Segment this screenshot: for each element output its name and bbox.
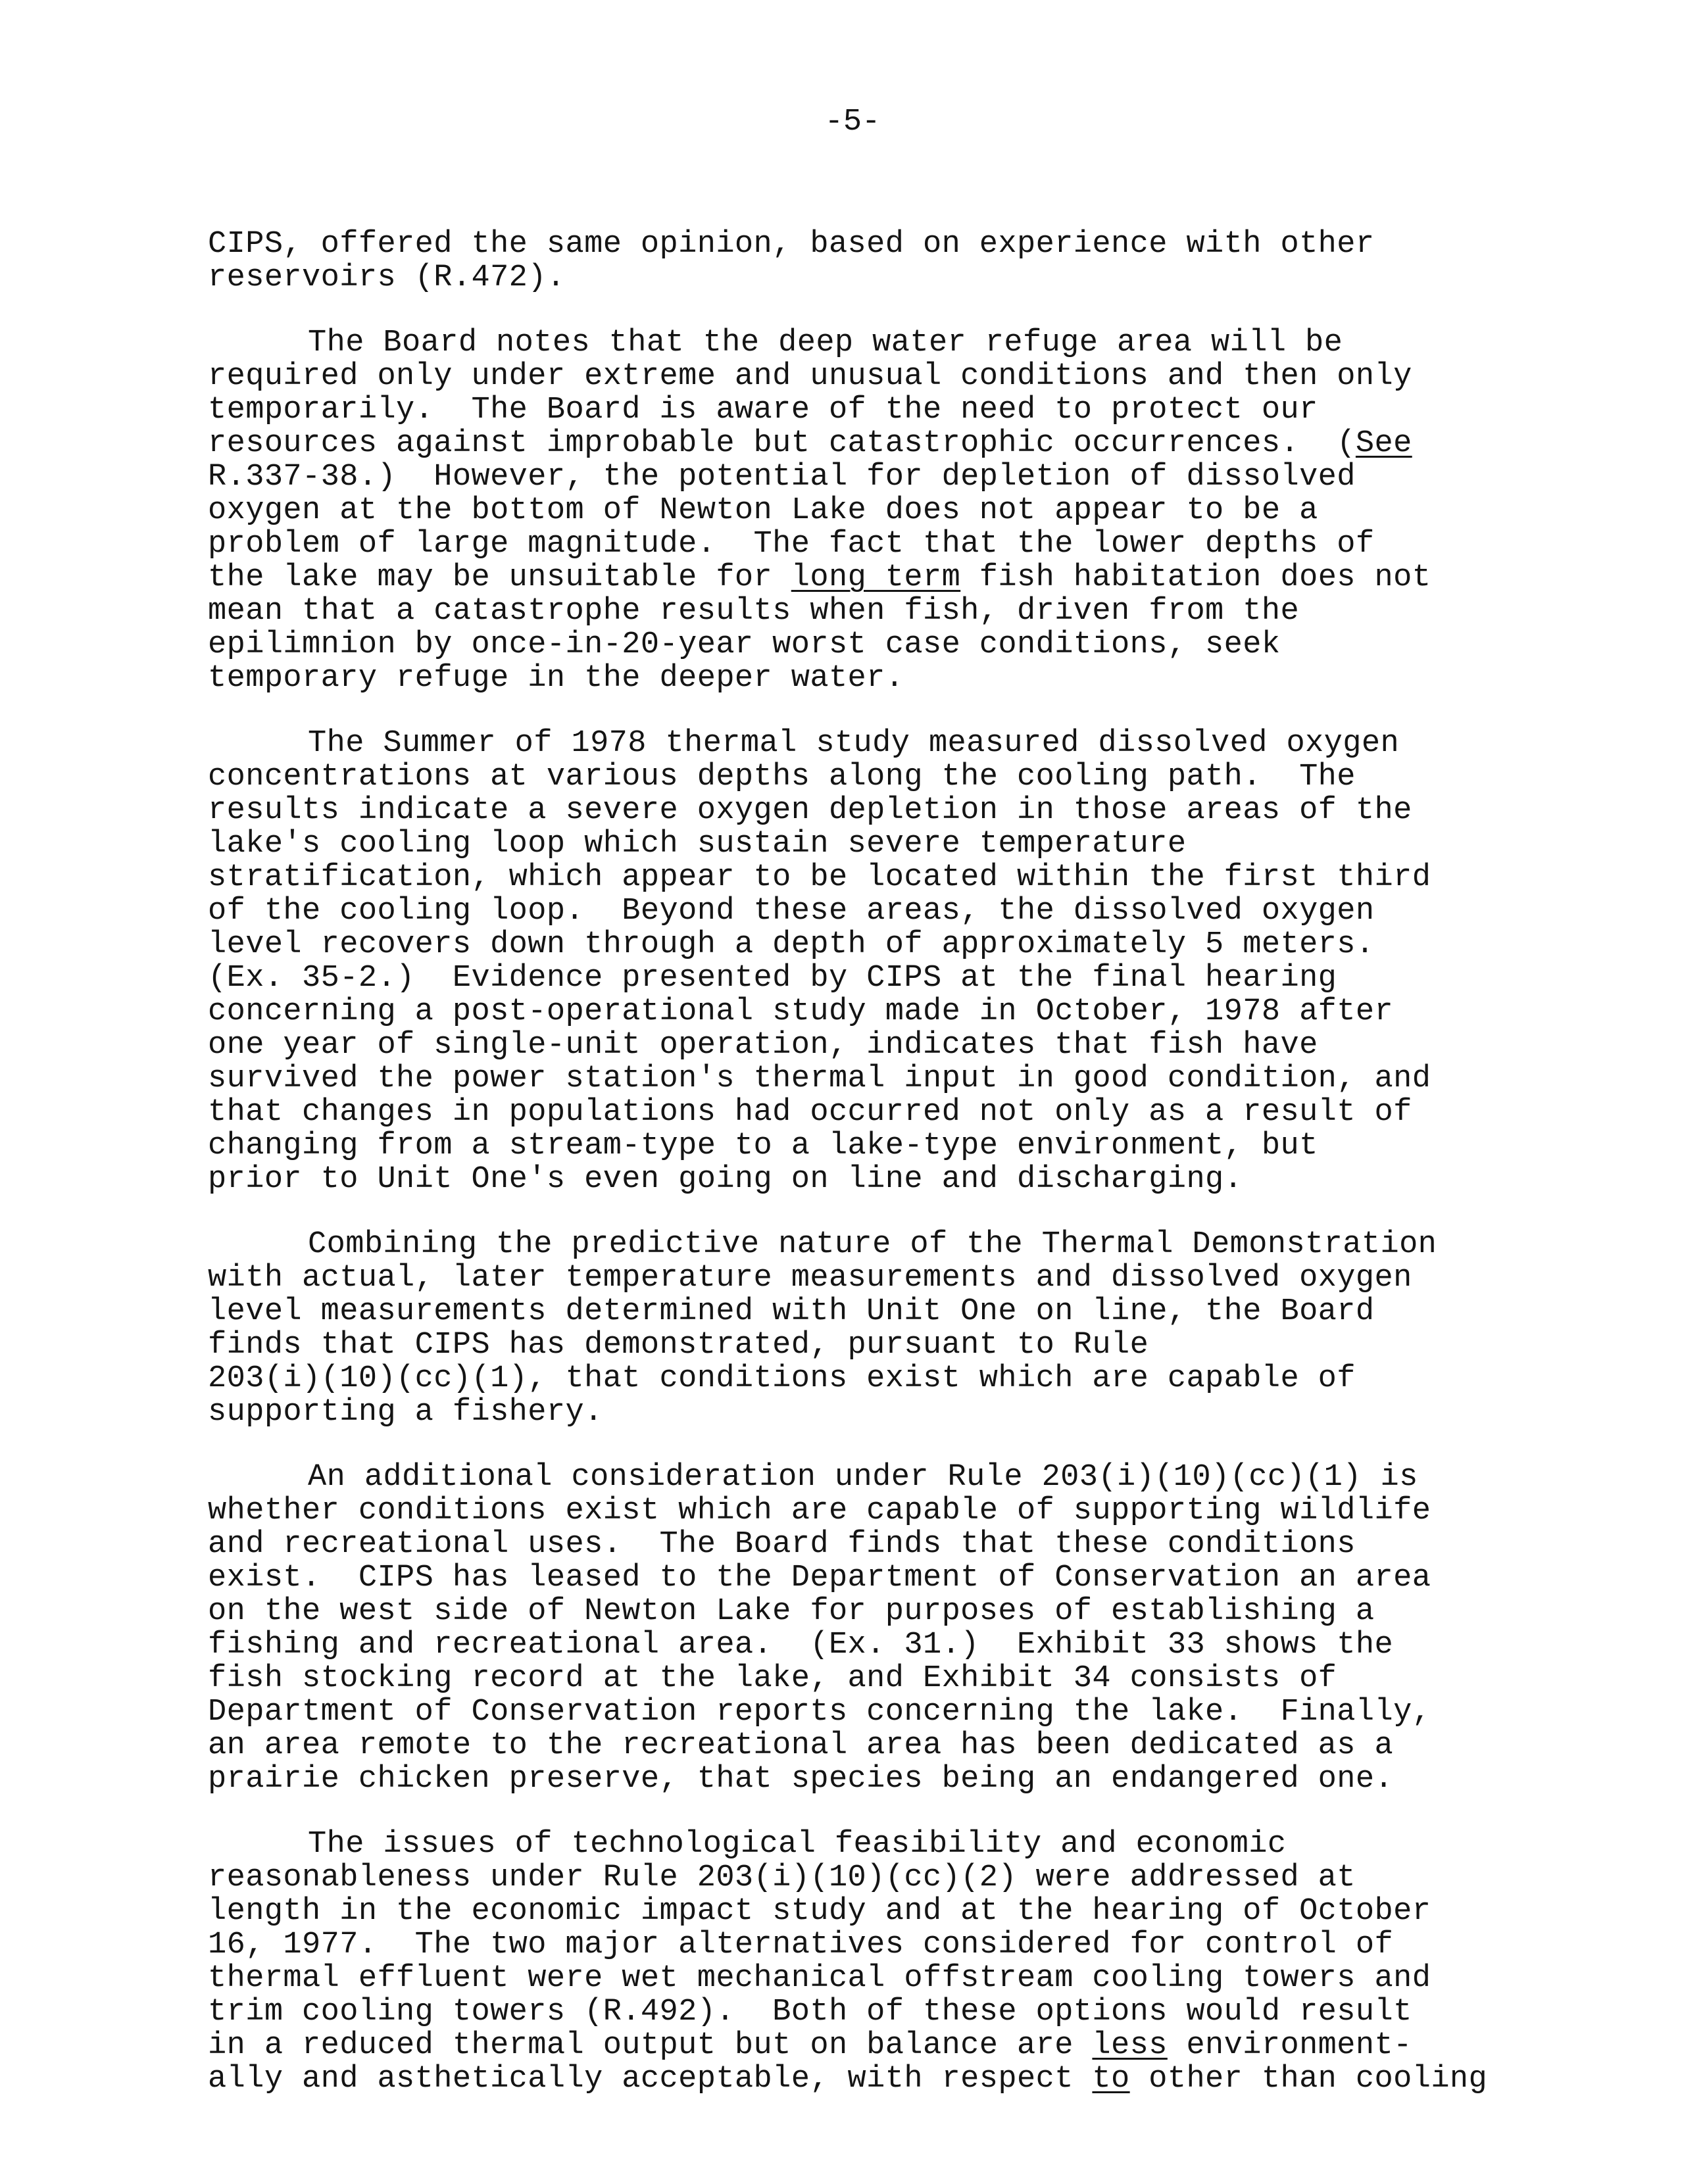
text-line [208,561,1589,595]
text-line [208,460,1589,494]
paragraph [208,1461,1589,1796]
text-run: concerning a post-operational study made in October, 1978 after [208,994,1394,1029]
text-line [208,261,1589,295]
text-run: resources against improbable but catastrophic occurrences. ( [208,426,1356,461]
text-run: with actual, later temperature measurements and dissolved oxygen [208,1261,1412,1296]
text-run: environment- [1167,2028,1412,2063]
text-line [208,1228,1589,1261]
text-line [208,662,1589,695]
text-line [208,727,1589,760]
text-run: length in the economic impact study and at the hearing of October [208,1894,1431,1929]
text-run: The Summer of 1978 thermal study measured dissolved oxygen [308,726,1400,761]
text-run: Combining the predictive nature of the Thermal Demonstration [308,1227,1437,1262]
text-line [208,861,1589,894]
text-line [208,494,1589,527]
text-line [208,595,1589,628]
text-line [208,326,1589,360]
text-run: supporting a fishery. [208,1395,603,1430]
text-line [208,628,1589,662]
text-run: an area remote to the recreational area has been dedicated as a [208,1728,1394,1763]
underlined-text: See [1355,426,1412,461]
text-run: changing from a stream-type to a lake-type environment, but [208,1128,1318,1163]
text-line [208,1494,1589,1528]
text-line [208,961,1589,995]
text-line [208,1163,1589,1196]
text-line [208,928,1589,961]
text-line [208,427,1589,460]
text-run: The issues of technological feasibility and economic [308,1827,1287,1862]
text-run: concentrations at various depths along the cooling path. The [208,760,1356,794]
text-line [208,1261,1589,1295]
underlined-text: to [1092,2062,1130,2097]
text-run: reservoirs (R.472). [208,260,566,295]
text-run: fish stocking record at the lake, and Exhibit 34 consists of [208,1661,1337,1696]
text-line [208,393,1589,427]
text-run: on the west side of Newton Lake for purposes of establishing a [208,1594,1375,1629]
text-run: other than cooling [1129,2062,1488,2097]
text-run: R.337-38.) However, the potential for depletion of dissolved [208,460,1356,495]
text-run: Department of Conservation reports concerning the lake. Finally, [208,1695,1431,1730]
text-line [208,1295,1589,1328]
text-run: reasonableness under Rule 203(i)(10)(cc)(2) were addressed at [208,1860,1356,1895]
text-run: lake's cooling loop which sustain severe temperature [208,827,1187,861]
text-run: oxygen at the bottom of Newton Lake does not appear to be a [208,493,1318,528]
text-run: 203(i)(10)(cc)(1), that conditions exist which are capable of [208,1361,1356,1396]
text-line [208,760,1589,794]
text-run: level measurements determined with Unit One on line, the Board [208,1294,1375,1329]
text-run: fish habitation does not [960,560,1431,595]
text-line [208,1928,1589,1962]
text-line [208,1062,1589,1096]
paragraph [208,228,1589,295]
underlined-text: less [1092,2028,1168,2063]
text-run: whether conditions exist which are capable of supporting wildlife [208,1493,1431,1528]
paragraph [208,1828,1589,2096]
body-text [208,228,1589,2127]
text-run: exist. CIPS has leased to the Department of Conservation an area [208,1561,1431,1595]
text-line [208,995,1589,1029]
text-line [208,1895,1589,1928]
text-run: thermal effluent were wet mechanical offstream cooling towers and [208,1961,1431,1996]
text-run: temporarily. The Board is aware of the need to protect our [208,393,1318,427]
text-line [208,1962,1589,1995]
text-line [208,1096,1589,1129]
text-line [208,827,1589,861]
text-line [208,1595,1589,1628]
text-run: temporary refuge in the deeper water. [208,661,904,696]
text-run: required only under extreme and unusual conditions and then only [208,359,1412,394]
text-run: The Board notes that the deep water refuge area will be [308,326,1343,360]
text-line [208,360,1589,393]
text-line [208,1729,1589,1762]
text-line [208,527,1589,561]
text-run: prairie chicken preserve, that species being an endangered one. [208,1762,1394,1797]
paragraph [208,727,1589,1196]
text-run: 16, 1977. The two major alternatives considered for control of [208,1928,1394,1962]
text-line [208,1995,1589,2029]
text-run: results indicate a severe oxygen depletion in those areas of the [208,793,1412,828]
text-run: prior to Unit One's even going on line and discharging. [208,1162,1243,1197]
text-run: of the cooling loop. Beyond these areas, the dissolved oxygen [208,894,1375,929]
text-line [208,894,1589,928]
text-run: problem of large magnitude. The fact that the lower depths of [208,527,1375,562]
text-run: survived the power station's thermal input in good condition, and [208,1061,1431,1096]
text-run: finds that CIPS has demonstrated, pursuant to Rule [208,1328,1149,1363]
text-run: one year of single-unit operation, indicates that fish have [208,1028,1318,1063]
text-run: stratification, which appear to be located within the first third [208,860,1431,895]
text-line [208,1695,1589,1729]
page-number: -5- [824,105,881,139]
text-line [208,2062,1589,2096]
text-line [208,228,1589,261]
text-run: that changes in populations had occurred not only as a result of [208,1095,1412,1130]
text-line [208,1828,1589,1861]
text-run: and recreational uses. The Board finds that these conditions [208,1527,1356,1562]
text-run: in a reduced thermal output but on balance are [208,2028,1093,2063]
text-run: the lake may be unsuitable for [208,560,791,595]
text-line [208,1328,1589,1362]
text-run: An additional consideration under Rule 203(i)(10)(cc)(1) is [308,1460,1418,1495]
text-run: trim cooling towers (R.492). Both of these options would result [208,1995,1412,2029]
text-line [208,1861,1589,1895]
text-line [208,1561,1589,1595]
text-run: epilimnion by once-in-20-year worst case conditions, seek [208,627,1281,662]
text-line [208,2029,1589,2062]
text-line [208,1662,1589,1695]
text-run: level recovers down through a depth of approximately 5 meters. [208,927,1375,962]
underlined-text: long term [791,560,961,595]
text-line [208,1528,1589,1561]
paragraph [208,1228,1589,1429]
text-line [208,1029,1589,1062]
text-run: CIPS, offered the same opinion, based on experience with other [208,227,1375,262]
text-line [208,1362,1589,1395]
text-run: fishing and recreational area. (Ex. 31.) Exhibit 33 shows the [208,1628,1394,1662]
text-line [208,794,1589,827]
text-line [208,1395,1589,1429]
text-line [208,1762,1589,1796]
paragraph [208,326,1589,695]
text-run: (Ex. 35-2.) Evidence presented by CIPS at the final hearing [208,961,1337,996]
text-run: mean that a catastrophe results when fish, driven from the [208,594,1300,629]
text-line [208,1461,1589,1494]
text-line [208,1129,1589,1163]
text-run: ally and asthetically acceptable, with respect [208,2062,1093,2097]
text-line [208,1628,1589,1662]
